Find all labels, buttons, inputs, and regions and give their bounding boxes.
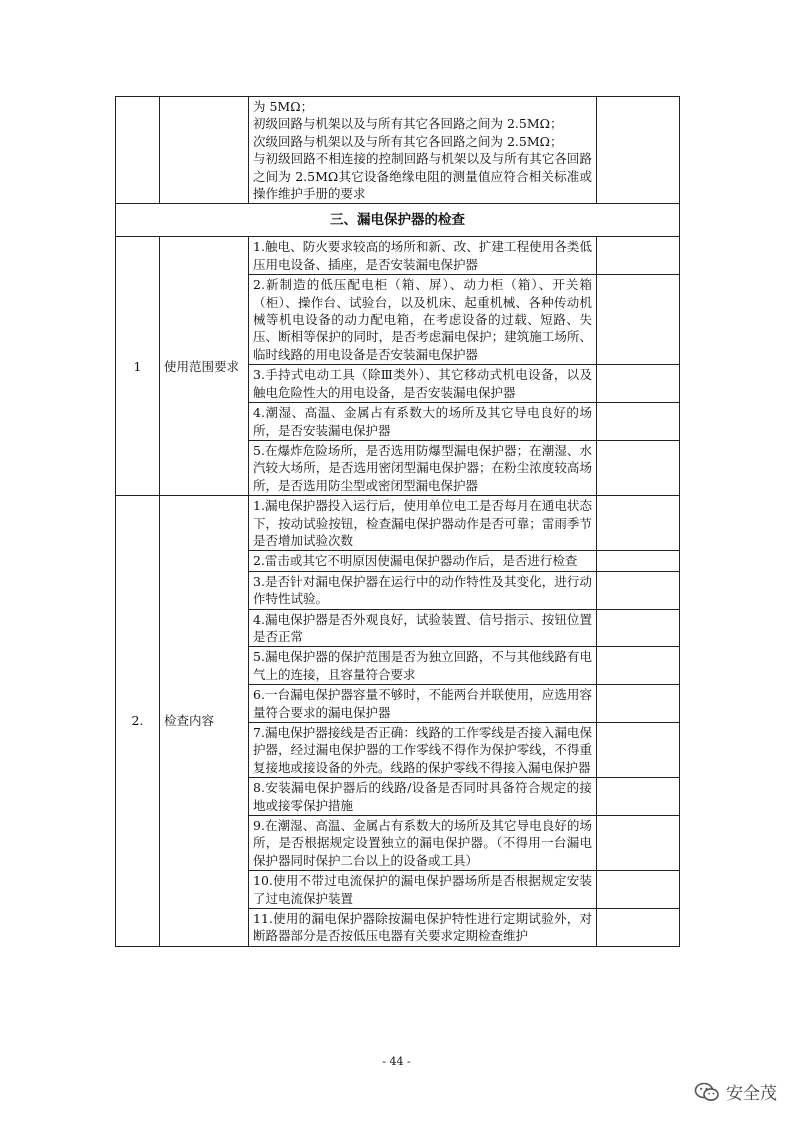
row-number-cell: 2. <box>116 496 160 947</box>
check-item: 1.漏电保护器投入运行后，使用单位电工是否每月在通电状态下，按动试验按钮，检查漏电保护器动作是否可靠；雷雨季节是否增加试验次数 <box>249 496 597 551</box>
category-cell: 使用范围要求 <box>160 237 249 496</box>
check-item: 4.漏电保护器是否外观良好，试验装置、信号指示、按钮位置是否正常 <box>249 609 597 647</box>
section-header-row <box>116 204 680 237</box>
result-cell <box>597 551 680 571</box>
result-cell <box>597 275 680 365</box>
watermark-text: 安全茂 <box>726 1084 777 1104</box>
result-cell <box>597 647 680 685</box>
result-cell <box>597 816 680 871</box>
check-item: 6.一台漏电保护器容量不够时，不能两台并联使用，应选用容量符合要求的漏电保护器 <box>249 685 597 723</box>
result-cell <box>597 403 680 441</box>
inspection-table <box>115 96 680 947</box>
page-number: - 44 - <box>382 1055 411 1068</box>
result-cell <box>597 237 680 275</box>
content-line: 初级回路与机架以及与所有其它各回路之间为 2.5MΩ； <box>253 116 563 132</box>
result-cell <box>597 909 680 947</box>
result-cell <box>597 97 680 204</box>
result-cell <box>597 871 680 909</box>
result-cell <box>597 609 680 647</box>
result-cell <box>597 440 680 495</box>
result-cell <box>597 365 680 403</box>
section-title: 三、漏电保护器的检查 <box>116 204 680 237</box>
row-number-cell <box>116 97 160 204</box>
result-cell <box>597 496 680 551</box>
table-row <box>116 97 680 204</box>
check-item: 10.使用不带过电流保护的漏电保护器场所是否根据规定安装了过电流保护装置 <box>249 871 597 909</box>
check-item: 8.安装漏电保护器后的线路/设备是否同时具备符合规定的接地或接零保护措施 <box>249 778 597 816</box>
row-number-cell: 1 <box>116 237 160 496</box>
result-cell <box>597 723 680 778</box>
check-item: 3.手持式电动工具（除Ⅲ类外）、其它移动式机电设备，以及触电危险性大的用电设备，是否安装漏电保护器 <box>249 365 597 403</box>
content-line: 与初级回路不相连接的控制回路与机架以及与所有其它各回路之间为 2.5MΩ其它设备绝缘电阻的测量值应符合相关标准或操作维护手册的要求 <box>253 151 592 202</box>
result-cell <box>597 778 680 816</box>
check-item: 3.是否针对漏电保护器在运行中的动作特性及其变化，进行动作特性试验。 <box>249 571 597 609</box>
check-item: 1.触电、防火要求较高的场所和新、改、扩建工程使用各类低压用电设备、插座，是否安装漏电保护器 <box>249 237 597 275</box>
wechat-icon <box>694 1082 720 1102</box>
check-item: 2.新制造的低压配电柜（箱、屏）、动力柜（箱）、开关箱（柜）、操作台、试验台，以及机床、起重机械、各种传动机械等机电设备的动力配电箱，在考虑设备的过载、短路、失压、断相等保护的同时，是否考虑漏电保护；建筑施工场所、临时线路的用电设备是否安装漏电保护器 <box>249 275 597 365</box>
result-cell <box>597 571 680 609</box>
check-item: 11.使用的漏电保护器除按漏电保护特性进行定期试验外，对断路器部分是否按低压电器有关要求定期检查维护 <box>249 909 597 947</box>
check-item: 5.漏电保护器的保护范围是否为独立回路，不与其他线路有电气上的连接，且容量符合要求 <box>249 647 597 685</box>
category-cell <box>160 97 249 204</box>
result-cell <box>597 685 680 723</box>
content-line: 次级回路与机架以及与所有其它各回路之间为 2.5MΩ； <box>253 133 563 149</box>
table-row <box>116 237 680 275</box>
content-cell <box>249 97 597 204</box>
check-item: 4.潮湿、高温、金属占有系数大的场所及其它导电良好的场所，是否安装漏电保护器 <box>249 403 597 441</box>
content-line: 为 5MΩ； <box>253 99 314 114</box>
watermark <box>694 1079 777 1104</box>
check-item: 5.在爆炸危险场所，是否选用防爆型漏电保护器；在潮湿、水汽较大场所，是否选用密闭型漏电保护器；在粉尘浓度较高场所，是否选用防尘型或密闭型漏电保护器 <box>249 440 597 495</box>
check-item: 7.漏电保护器接线是否正确：线路的工作零线是否接入漏电保护器，经过漏电保护器的工作零线不得作为保护零线，不得重复接地或接设备的外壳。线路的保护零线不得接入漏电保护器 <box>249 723 597 778</box>
table-row <box>116 496 680 551</box>
check-item: 9.在潮湿、高温、金属占有系数大的场所及其它导电良好的场所，是否根据规定设置独立的漏电保护器。（不得用一台漏电保护器同时保护二台以上的设备或工具） <box>249 816 597 871</box>
check-item: 2.雷击或其它不明原因使漏电保护器动作后，是否进行检查 <box>249 551 597 571</box>
category-cell: 检查内容 <box>160 496 249 947</box>
